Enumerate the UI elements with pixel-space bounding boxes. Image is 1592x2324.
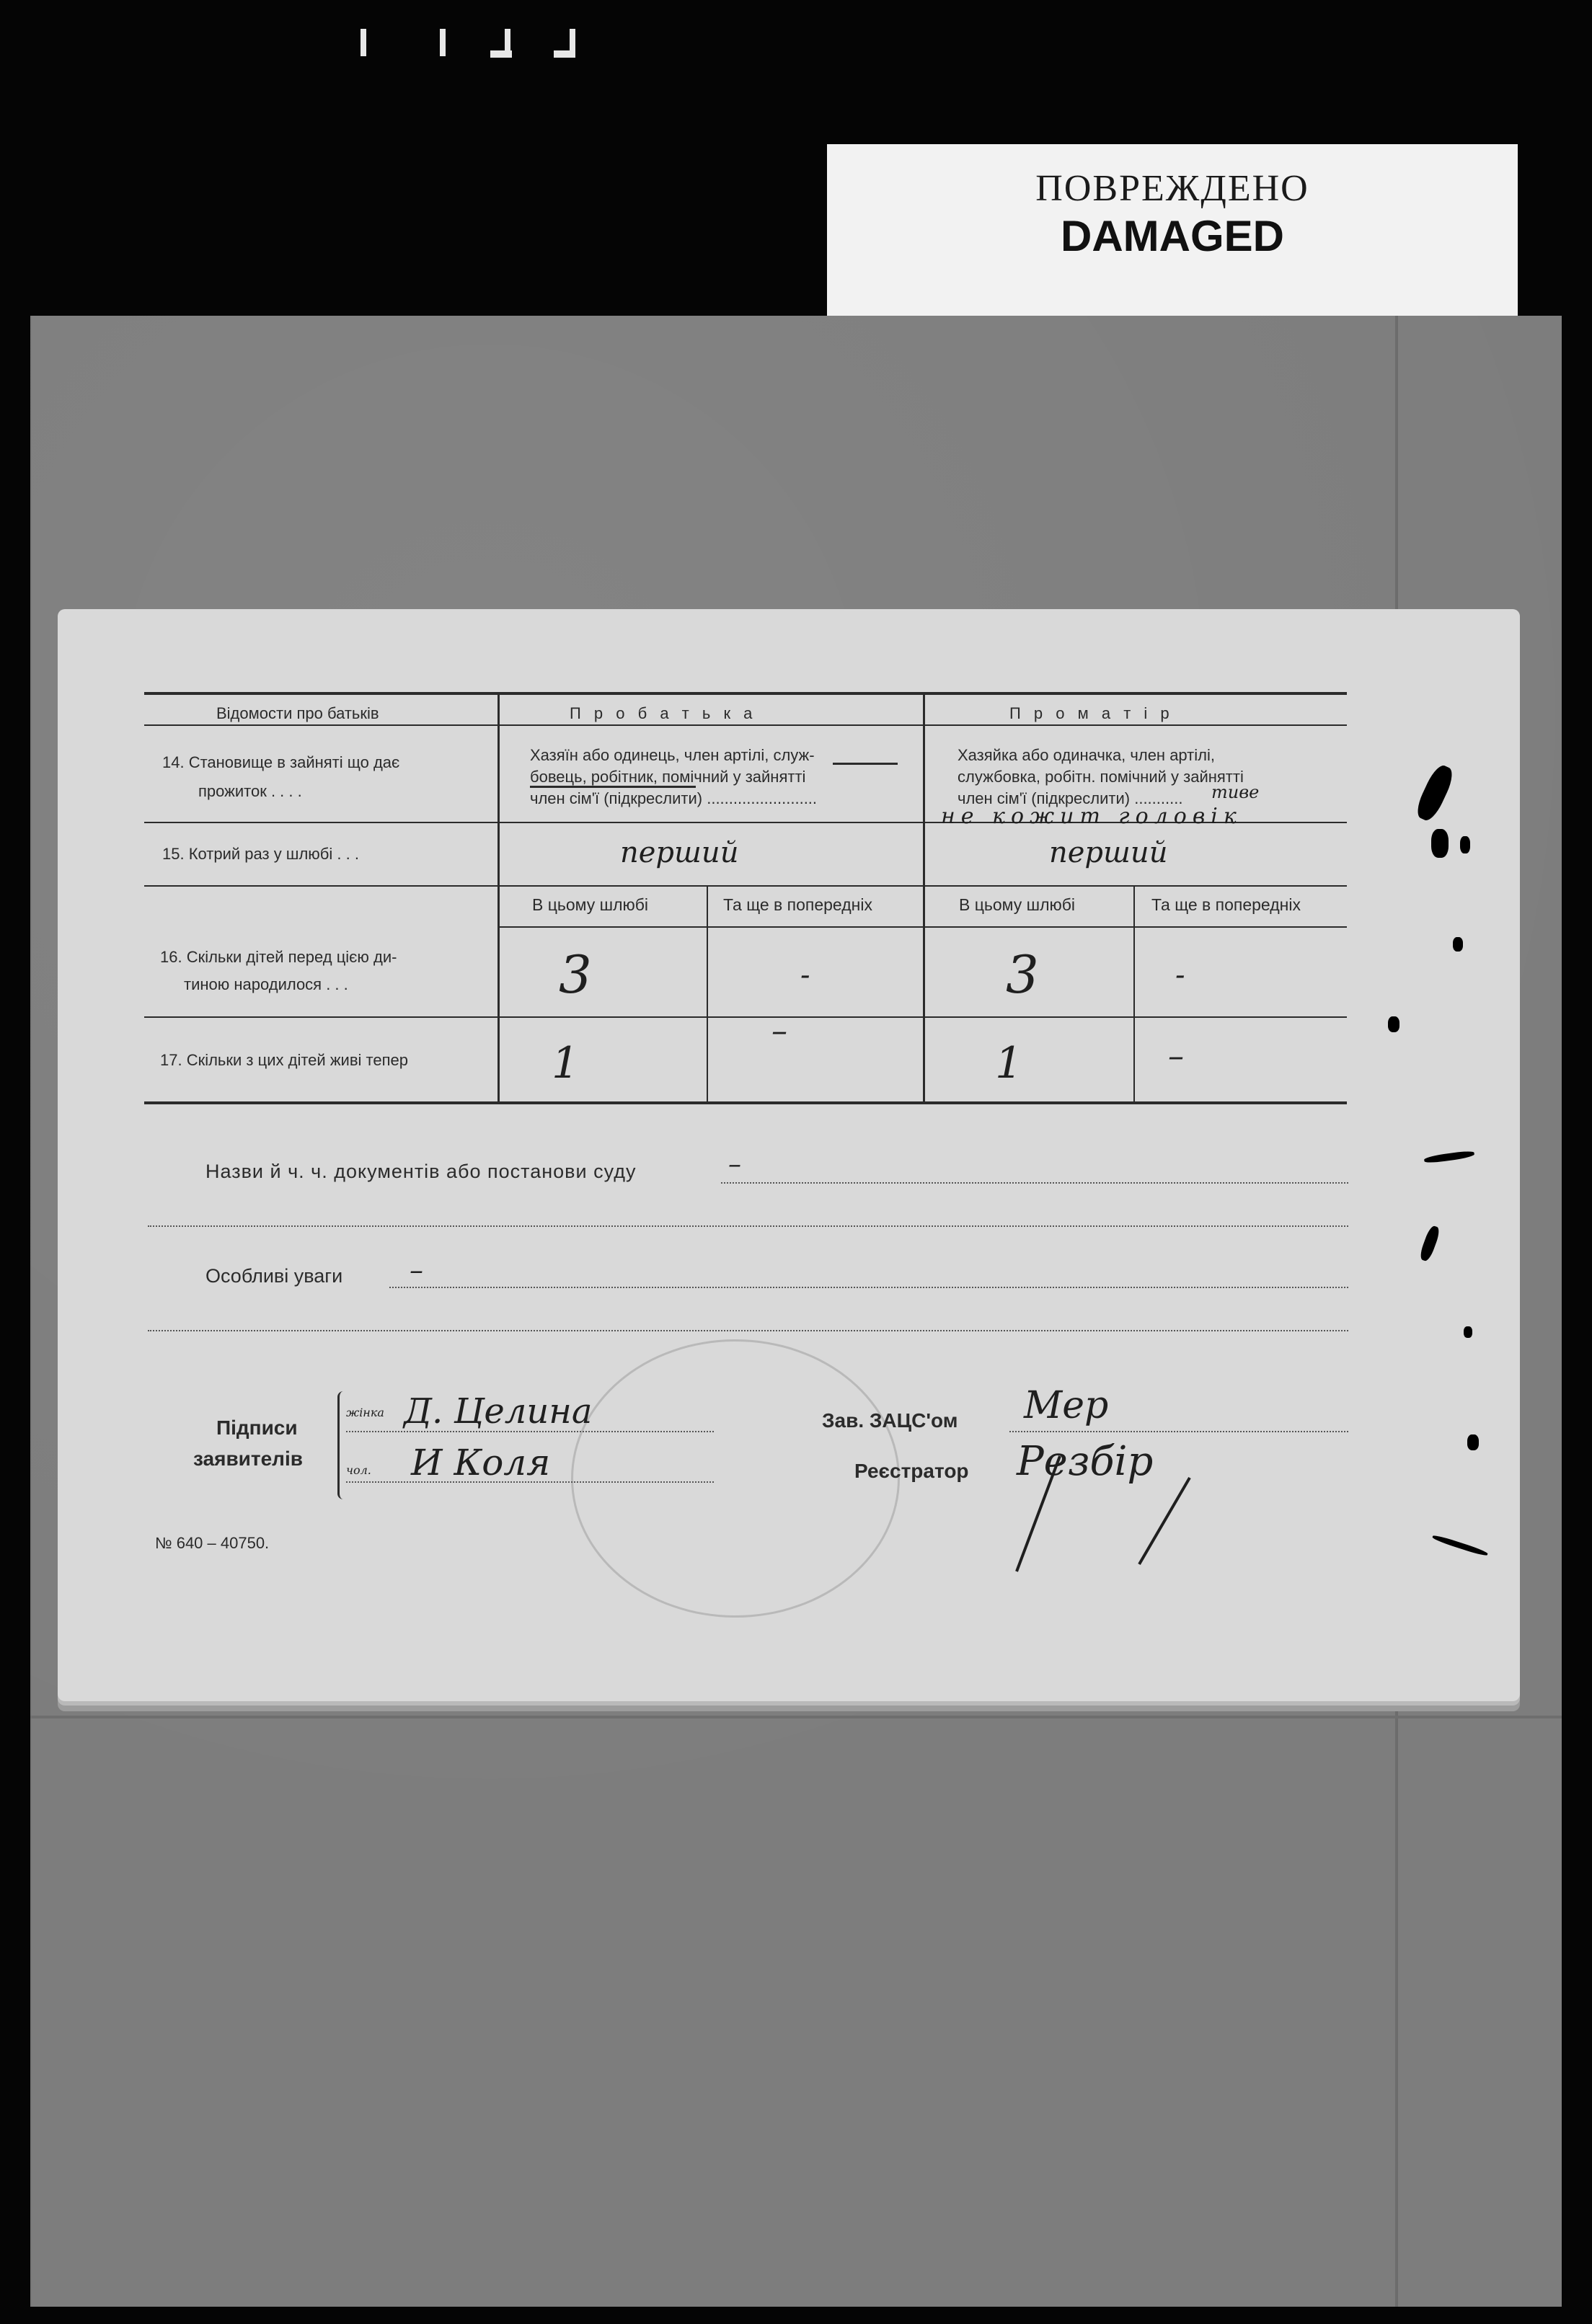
row15-mother-value: перший [1049, 836, 1168, 869]
row16-mother-current: 3 [1006, 944, 1039, 1005]
row14-mother-line1: Хазяйка або одиначка, член артілі, [958, 746, 1215, 764]
applicant1-signature: Д. Целина [404, 1391, 593, 1432]
applicant2-dotline [346, 1481, 714, 1483]
sub-father-previous: Та ще в попередніх [723, 895, 872, 914]
damaged-label-en: DAMAGED [1061, 212, 1284, 260]
remarks-dotline-2 [148, 1330, 1348, 1331]
sub-mother-current: В цьому шлюбі [959, 895, 1076, 914]
sub-mother-previous: Та ще в попередніх [1151, 895, 1301, 914]
header-col-info: Відомости про батьків [216, 704, 379, 722]
applicant2-signature: И Коля [411, 1442, 551, 1483]
remarks-dotline-1 [389, 1287, 1348, 1288]
row16-father-previous: - [800, 959, 810, 992]
remarks-label: Особливі уваги [205, 1265, 343, 1287]
documents-dotline-2 [148, 1225, 1348, 1227]
row17-mother-current: 1 [995, 1038, 1023, 1088]
documents-dotline-1 [721, 1182, 1348, 1184]
applicant1-dotline [346, 1431, 714, 1432]
row15-father-value: перший [620, 836, 739, 869]
row14-label-line2: прожиток . . . . [198, 782, 302, 800]
row16-father-current: 3 [559, 944, 592, 1005]
sub-father-current: В цьому шлюбі [532, 895, 649, 914]
head-label: Зав. ЗАЦС'ом [822, 1409, 958, 1432]
row14-label-line1: 14. Становище в зайняті що дає [162, 753, 400, 771]
row15-label: 15. Котрий раз у шлюбі . . . [162, 845, 359, 863]
row14-mother-line3: член сім'ї (підкреслити) ........... [958, 789, 1183, 807]
registrar-signature-flourish [1002, 1449, 1204, 1579]
row17-mother-previous: – [1168, 1038, 1184, 1075]
remarks-value: – [410, 1254, 423, 1286]
header-col-mother: П р о м а т і р [1009, 704, 1174, 722]
row17-father-current: 1 [552, 1038, 580, 1088]
film-frame-marks [361, 29, 591, 65]
row16-label-line2: тиною народилося . . . [184, 975, 348, 993]
damaged-label [827, 144, 1518, 324]
father-underline-2 [530, 786, 696, 788]
row14-father-line1: Хазяїн або одинець, член артілі, служ- [530, 746, 815, 764]
applicants-label-1: Підписи [216, 1416, 298, 1439]
faded-stamp [571, 1339, 900, 1618]
applicants-label-2: заявителів [193, 1447, 303, 1470]
header-col-father: П р о б а т ь к а [570, 704, 757, 722]
damaged-label-ru: ПОВРЕЖДЕНО [1035, 168, 1309, 209]
row14-mother-hand-small: тиве [1211, 782, 1260, 802]
head-signature: Мер [1024, 1384, 1109, 1427]
form-number: № 640 – 40750. [155, 1534, 270, 1552]
row14-father-line2: бовець, робітник, помічний у зайнятті [530, 768, 806, 786]
documents-value: – [728, 1150, 741, 1179]
registrar-label: Реєстратор [854, 1460, 969, 1482]
documents-label: Назви й ч. ч. документів або постанови суду [205, 1161, 637, 1182]
row14-mother-line2: службовка, робітн. помічний у зайнятті [958, 768, 1244, 786]
row16-label-line1: 16. Скільки дітей перед цією ди- [160, 948, 397, 966]
row17-father-previous: – [771, 1013, 787, 1050]
applicant2-prefix: чол. [346, 1463, 371, 1477]
head-dotline [1009, 1431, 1348, 1432]
registrar-signature: Резбір [1017, 1438, 1154, 1485]
row17-label: 17. Скільки з цих дітей живі тепер [160, 1051, 408, 1069]
folder-fold-horizontal [30, 1716, 1562, 1718]
row14-mother-hand: не кожит головік [941, 804, 1242, 829]
applicant1-prefix: жінка [346, 1406, 384, 1419]
father-underline-1 [833, 763, 898, 765]
row14-father-line3: член сім'ї (підкреслити) ......................... [530, 789, 818, 807]
row16-mother-previous: - [1175, 959, 1185, 992]
